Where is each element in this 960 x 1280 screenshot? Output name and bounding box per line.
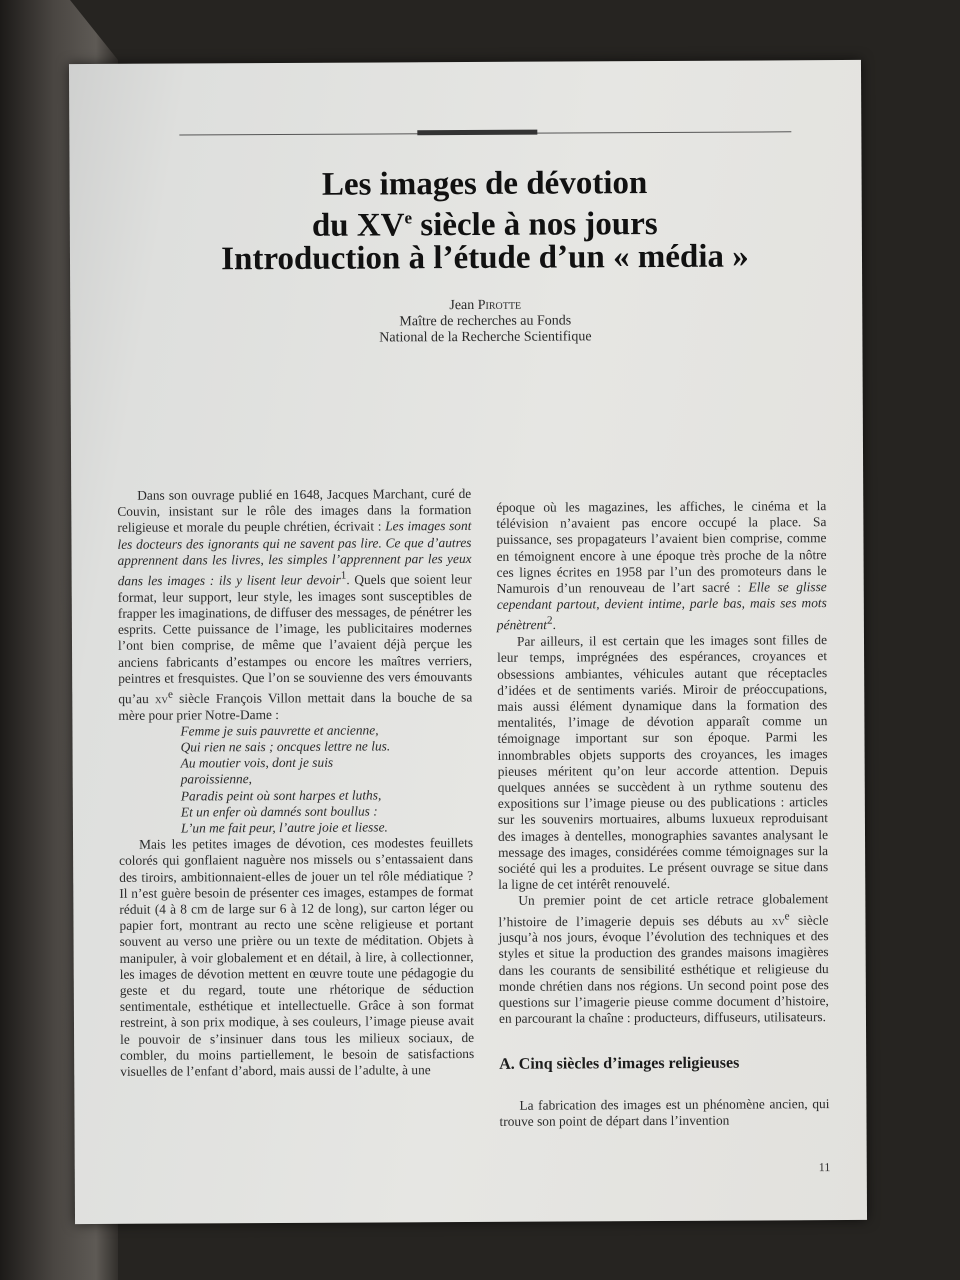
article-title	[150, 166, 821, 277]
author-affiliation-2: National de la Recherche Scientifique	[379, 329, 592, 346]
author-block	[270, 297, 700, 347]
verse-line: Qui rien ne sais ; oncques lettre ne lus.	[180, 738, 391, 755]
verse-line: Femme je suis pauvrette et ancienne,	[180, 722, 379, 739]
verse-line: L’un me fait peur, l’autre joie et liesse.	[180, 819, 388, 836]
villon-verse	[118, 722, 473, 837]
paragraph: Mais les petites images de dévotion, ces modestes feuillets colorés qui gonflaient naguère nos missels ou s’entassaient dans des tiroirs, ambitionnaient-elles de jouer un tel rôle médiatique ? Il n’est guère besoin de présenter ces images, estampes de format réduit (4 à 8 cm de large sur 6 à 12 de long), sur carton léger ou papier fort, montrant au recto une scène religieuse et portant souvent au verso une prière ou un texte de méditation. Objets à manipuler, à voir globalement et en détail, à lire, à collectionner, les images de dévotion mettent en œuvre toute une pédagogie du geste et du regard, toute une rhétorique de séduction sentimentale, esthétique et intellectuelle. Grâce à son format restreint, à son prix modique, à ses couleurs, l’image pieuse avait le pouvoir de s’insinuer dans tous les milieux sociaux, de combler, du moins partiellement, le besoin de satisfactions visuelles de l’enfant d’abord, mais aussi de l’adulte, à une	[119, 835, 475, 1079]
text-column-right	[496, 498, 829, 1130]
paragraph: Par ailleurs, il est certain que les images sont filles de leur temps, imprégnées des espérances, croyances et obsessions ambiantes, véhicules autant que réceptacles d’idées et de sentiments variés. Miroir de préoccupations, mais aussi élément dynamique dans la formation des mentalités, l’image de dévotion apparaît comme un témoignage important sur son époque. Parmi les innombrables objets supports des croyances, les images pieuses méritent qu’on leur accorde attention. Depuis quelques années se succèdent à un rythme soutenu des expositions sur l’image pieuse ou des publications : articles sur les souvenirs mortuaires, albums luxueux reproduisant des images à dentelles, monographies savantes analysant le message des images, considérées comme témoignages sur la société qui les a produites. Le présent ouvrage se situe dans la ligne de cet intérêt renouvelé.	[497, 632, 829, 892]
author-name: Jean Pirotte	[449, 297, 522, 314]
verse-line: Au moutier vois, dont je suis	[180, 754, 334, 771]
section-heading: A. Cinq siècles d’images religieuses	[499, 1055, 740, 1074]
paragraph: Un premier point de cet article retrace globalement l’histoire de l’imagerie depuis ses débuts au $xv^e$ siècle jusqu’à nos jours, évoque l’évolution des techniques et des styles et situe la production des grandes maisons imagières dans les courants de sensibilité esthétique et religieuse du monde chrétien dans nos régions. Un second point pose des questions sur l’imagerie pieuse comme document d’histoire, en parcourant la chaîne : producteurs, diffuseurs, utilisateurs.	[498, 891, 829, 1027]
paragraph: La fabrication des images est un phénomène ancien, qui trouve son point de départ dans l’invention	[499, 1095, 830, 1129]
verse-line: paroissienne,	[180, 771, 253, 787]
title-line-1: Les images de dévotion	[321, 165, 648, 203]
verse-line: Paradis peint où sont harpes et luths,	[180, 787, 382, 804]
paragraph: Dans son ouvrage publié en 1648, Jacques Marchant, curé de Couvin, insistant sur le rôle des images dans la formation religieuse et morale du peuple chrétien, écrivait : Les images sont les docteurs des ignorants qui ne savent pas lire. Ce que d’autres apprennent dans les livres, les simples l’apprennent par les yeux dans les images : ils y lisent leur devoir$^1$. Quels que soient leur format, leur support, leur style, les images sont susceptibles de frapper les imaginations, de diffuser des messages, de pénétrer les esprits. Cette puissance de l’image, les publicitaires modernes l’ont bien comprise, de même que l’avaient déjà perçue les anciens fabricants d’estampes ou encore les maîtres verriers, peintres et fresquistes. Que l’on se souvienne des vers émouvants qu’au $xv^e$ siècle François Villon mettait dans la bouche de sa mère pour prier Notre-Dame :	[117, 485, 473, 723]
author-affiliation-1: Maître de recherches au Fonds	[399, 313, 572, 330]
paragraph: époque où les magazines, les affiches, le cinéma et la télévision n’avaient pas encore occupé la place. Sa puissance, ses propagateurs l’avaient bien comprise, comme en témoignent encore à une époque très proche de la nôtre ces lignes écrites en 1958 par l’un des promoteurs dans le Namurois d’un renouveau de l’art sacré : Elle se glisse cependant partout, devient intime, parle bas, mais ses mots pénètrent$^2$.	[496, 498, 827, 633]
text-column-left	[117, 486, 474, 1080]
title-line-3: Introduction à l’étude d’un « média »	[221, 238, 749, 278]
book-page	[69, 60, 867, 1224]
verse-line: Et un enfer où damnés sont boullus :	[180, 803, 378, 820]
title-line-2: du XVe siècle à nos jours	[311, 206, 658, 244]
page-number: 11	[818, 1160, 831, 1175]
header-rule-accent	[417, 130, 537, 136]
